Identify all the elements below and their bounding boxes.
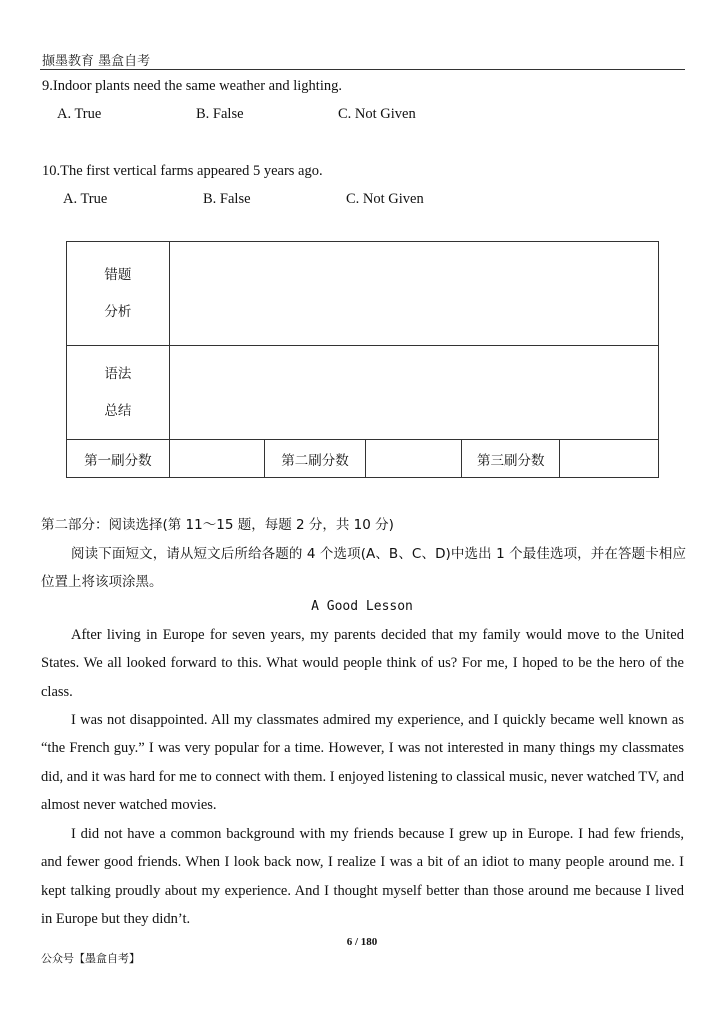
first-score-label: 第一刷分数 [67, 440, 170, 478]
page-footer: 公众号【墨盒自考】 [41, 952, 140, 965]
second-score-cell[interactable] [366, 440, 462, 478]
passage-paragraph-1: After living in Europe for seven years, my parents decided that my family would move to the United States. We all looked forward to this. What would people think of us? For me, I hoped to be the hero of the class. [41, 627, 684, 700]
grammar-summary-label-line1: 语法 [104, 365, 132, 382]
grammar-summary-label [67, 346, 170, 440]
third-score-label: 第三刷分数 [462, 440, 560, 478]
question-9-stem: 9.Indoor plants need the same weather and lighting. [42, 78, 342, 94]
header-divider [40, 69, 685, 70]
question-10-option-c: C. Not Given [346, 191, 424, 207]
error-analysis-cell[interactable] [169, 242, 658, 346]
question-9-option-a: A. True [57, 106, 102, 122]
first-score-cell[interactable] [169, 440, 264, 478]
grammar-summary-label-line2: 总结 [104, 402, 132, 419]
page-header: 撷墨教育 墨盒自考 [42, 54, 151, 69]
passage-paragraph-2: I was not disappointed. All my classmates admired my experience, and I quickly became well known as “the French guy.” I was very popular for a time. However, I was not interested in many things my classmates did, and it was hard for me to connect with them. I enjoyed listening to classical music, never watched TV, and almost never watched movies. [41, 712, 684, 813]
grammar-summary-cell[interactable] [169, 346, 658, 440]
error-analysis-label [67, 242, 170, 346]
second-score-label: 第二刷分数 [264, 440, 366, 478]
section-heading: 第二部分：阅读选择(第 11～15 题，每题 2 分，共 10 分) [41, 517, 394, 533]
question-10-stem: 10.The first vertical farms appeared 5 years ago. [42, 163, 323, 179]
third-score-cell[interactable] [560, 440, 659, 478]
question-9-option-b: B. False [196, 106, 244, 122]
question-10-option-a: A. True [63, 191, 108, 207]
passage-paragraph-3: I did not have a common background with my friends because I grew up in Europe. I had few friends, and fewer good friends. When I look back now, I realize I was a bit of an idiot to many people around me. I kept talking proudly about my experience. And I thought myself better than those around me because I lived in Europe but they didn’t. [41, 826, 684, 927]
page-number: 6 / 180 [346, 936, 378, 948]
error-analysis-label-line1: 错题 [104, 266, 132, 283]
analysis-table [66, 241, 659, 478]
question-9-option-c: C. Not Given [338, 106, 416, 122]
error-analysis-label-line2: 分析 [104, 303, 132, 320]
section-instruction: 阅读下面短文，请从短文后所给各题的 4 个选项(A、B、C、D)中选出 1 个最佳选项，并在答题卡相应位置上将该项涂黑。 [41, 546, 686, 590]
question-10-option-b: B. False [203, 191, 251, 207]
passage-title: A Good Lesson [311, 599, 413, 614]
